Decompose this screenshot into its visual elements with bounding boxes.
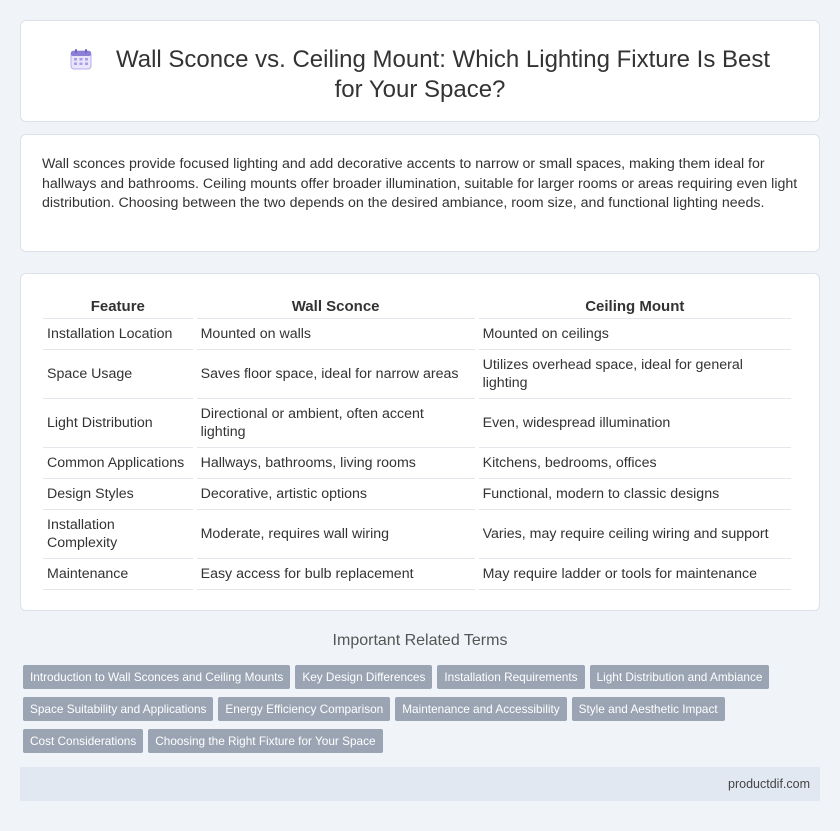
table-row xyxy=(43,510,791,559)
tag-energy-efficiency[interactable]: Energy Efficiency Comparison xyxy=(218,697,390,721)
header-feature: Feature xyxy=(43,294,193,319)
wall-sconce-cell: Saves floor space, ideal for narrow areas xyxy=(197,350,475,399)
ceiling-mount-cell: Even, widespread illumination xyxy=(479,399,791,448)
feature-cell: Installation Complexity xyxy=(43,510,193,559)
feature-cell: Maintenance xyxy=(43,559,193,590)
table-row xyxy=(43,479,791,510)
related-terms-tags xyxy=(23,665,823,761)
feature-cell: Space Usage xyxy=(43,350,193,399)
table-row xyxy=(43,319,791,350)
footer-site-link[interactable]: productdif.com xyxy=(728,777,810,791)
page-title: Wall Sconce vs. Ceiling Mount: Which Lighting Fixture Is Best for Your Space? xyxy=(115,46,771,103)
feature-cell: Installation Location xyxy=(43,319,193,350)
table-header-row xyxy=(43,294,791,319)
comparison-card xyxy=(20,273,820,611)
ceiling-mount-cell: Mounted on ceilings xyxy=(479,319,791,350)
header-card xyxy=(20,20,820,122)
wall-sconce-cell: Mounted on walls xyxy=(197,319,475,350)
intro-card xyxy=(20,134,820,252)
ceiling-mount-cell: Functional, modern to classic designs xyxy=(479,479,791,510)
table-row xyxy=(43,350,791,399)
feature-cell: Common Applications xyxy=(43,448,193,479)
ceiling-mount-cell: May require ladder or tools for maintenance xyxy=(479,559,791,590)
tag-space-suitability[interactable]: Space Suitability and Applications xyxy=(23,697,213,721)
header-wall-sconce: Wall Sconce xyxy=(197,294,475,319)
ceiling-mount-cell: Utilizes overhead space, ideal for general lighting xyxy=(479,350,791,399)
tag-cost-considerations[interactable]: Cost Considerations xyxy=(23,729,143,753)
footer xyxy=(20,767,820,801)
wall-sconce-cell: Hallways, bathrooms, living rooms xyxy=(197,448,475,479)
wall-sconce-cell: Moderate, requires wall wiring xyxy=(197,510,475,559)
comparison-table xyxy=(39,294,795,590)
tag-choosing-right-fixture[interactable]: Choosing the Right Fixture for Your Space xyxy=(148,729,382,753)
ceiling-mount-cell: Kitchens, bedrooms, offices xyxy=(479,448,791,479)
table-row xyxy=(43,448,791,479)
feature-cell: Light Distribution xyxy=(43,399,193,448)
tag-light-distribution[interactable]: Light Distribution and Ambiance xyxy=(590,665,770,689)
related-terms-heading: Important Related Terms xyxy=(332,632,508,649)
wall-sconce-cell: Easy access for bulb replacement xyxy=(197,559,475,590)
header-ceiling-mount: Ceiling Mount xyxy=(479,294,791,319)
wall-sconce-cell: Directional or ambient, often accent lighting xyxy=(197,399,475,448)
table-row xyxy=(43,559,791,590)
tag-installation-requirements[interactable]: Installation Requirements xyxy=(437,665,584,689)
ceiling-mount-cell: Varies, may require ceiling wiring and support xyxy=(479,510,791,559)
wall-sconce-cell: Decorative, artistic options xyxy=(197,479,475,510)
table-row xyxy=(43,399,791,448)
tag-style-aesthetic[interactable]: Style and Aesthetic Impact xyxy=(572,697,725,721)
feature-cell: Design Styles xyxy=(43,479,193,510)
tag-maintenance-accessibility[interactable]: Maintenance and Accessibility xyxy=(395,697,566,721)
tag-intro-wall-sconces[interactable]: Introduction to Wall Sconces and Ceiling Mounts xyxy=(23,665,290,689)
tag-key-design-differences[interactable]: Key Design Differences xyxy=(295,665,432,689)
intro-text: Wall sconces provide focused lighting and add decorative accents to narrow or small spaces, making them ideal for hallways and bathrooms. Ceiling mounts offer broader illumination, suitable for larger rooms or areas requiring even light distribution. Choosing between the two depends on the desired ambiance, room size, and functional lighting needs. xyxy=(42,156,798,211)
calendar-icon xyxy=(70,48,92,70)
